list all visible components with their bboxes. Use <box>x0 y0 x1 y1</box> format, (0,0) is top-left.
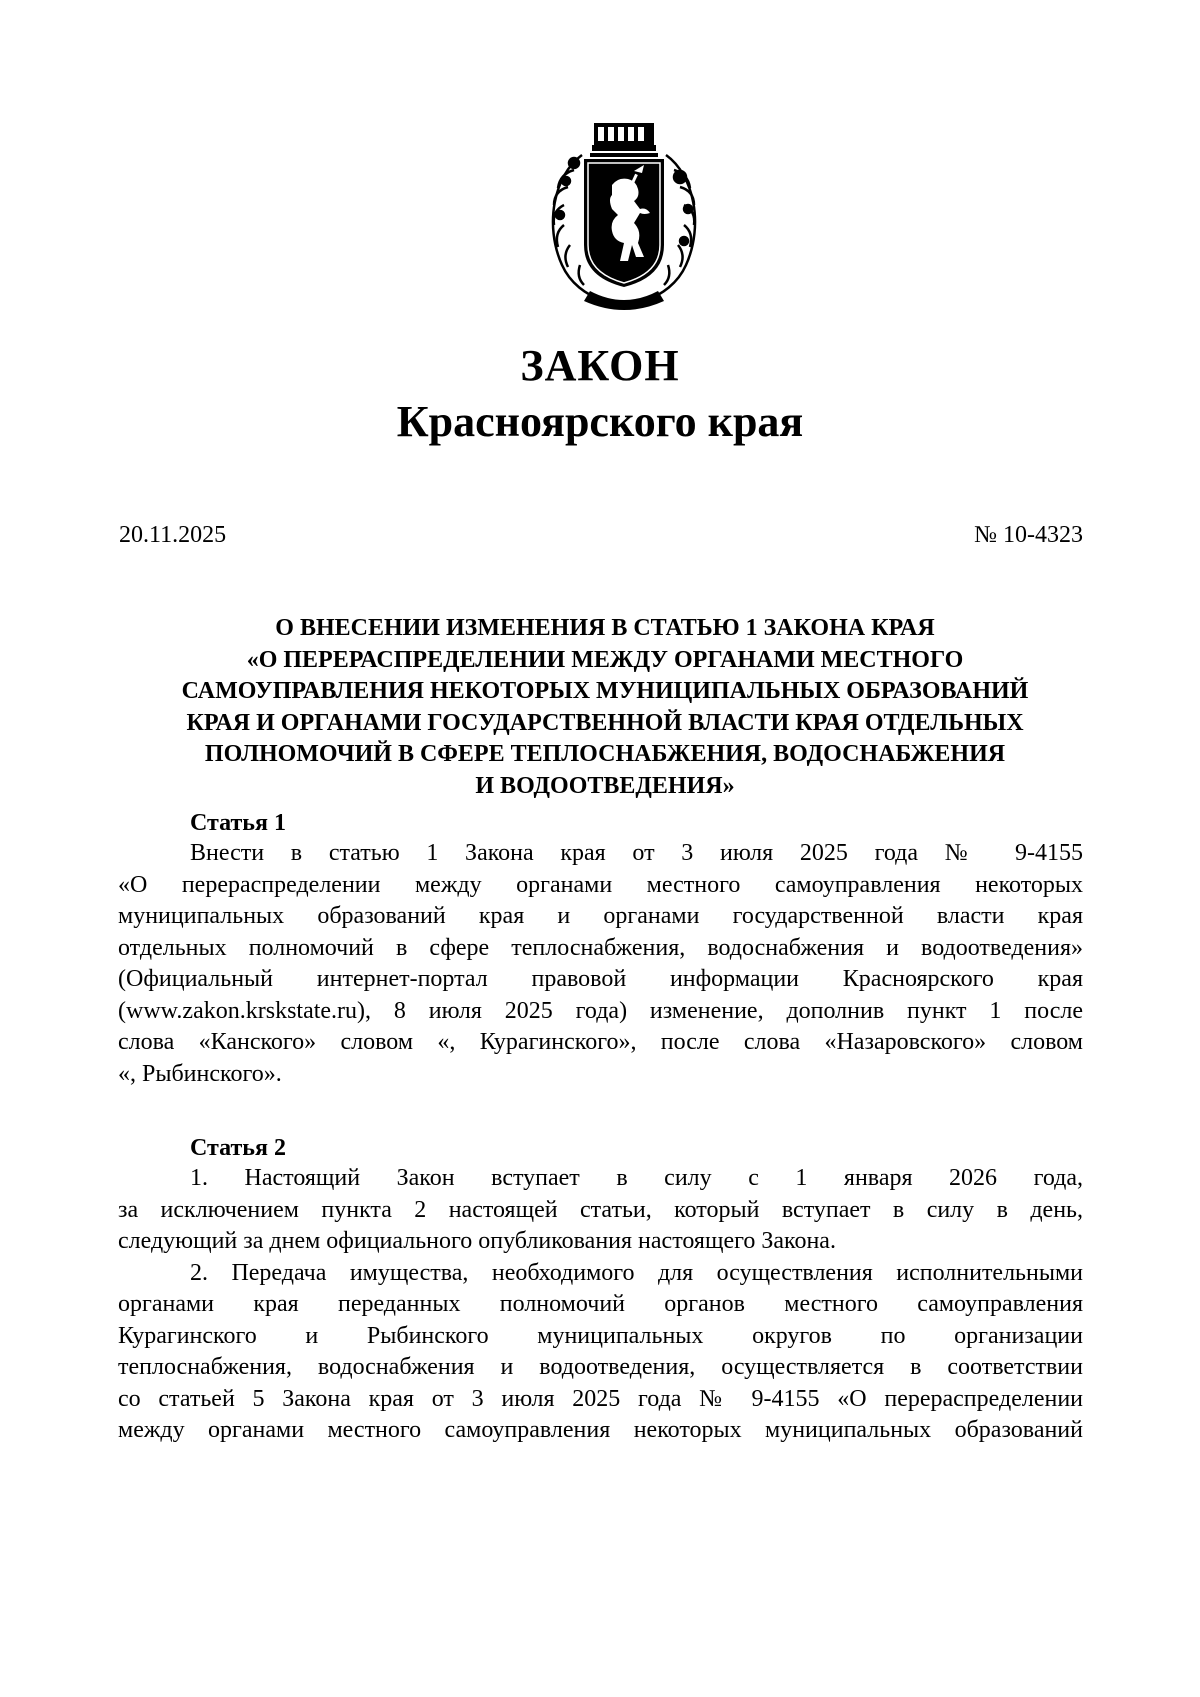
article-2-heading: Статья 2 <box>190 1135 286 1161</box>
ribbon-icon <box>584 291 664 310</box>
article-2-line: теплоснабжения, водоснабжения и водоотведения, осуществляется в соответствии <box>118 1354 1083 1380</box>
article-1-line: слова «Канского» словом «, Курагинского», после слова «Назаровского» словом <box>118 1029 1083 1055</box>
article-2-line: со статьей 5 Закона края от 3 июля 2025 года № 9-4155 «О перераспределении <box>118 1385 1083 1412</box>
article-1-line: Внести в статью 1 Закона края от 3 июля 2025 года № 9-4155 <box>190 840 1083 866</box>
law-title <box>110 613 1100 802</box>
article-1-line: муниципальных образований края и органами государственной власти края <box>118 903 1083 929</box>
article-2-line: между органами местного самоуправления некоторых муниципальных образований <box>118 1417 1083 1443</box>
document-subtitle: Красноярского края <box>396 397 804 446</box>
document-title: ЗАКОН <box>520 341 680 390</box>
law-title-line: САМОУПРАВЛЕНИЯ НЕКОТОРЫХ МУНИЦИПАЛЬНЫХ ОБРАЗОВАНИЙ <box>181 678 1029 704</box>
document-number: № 10-4323 <box>974 522 1083 548</box>
article-2-line: Курагинского и Рыбинского муниципальных округов по организации <box>118 1322 1083 1349</box>
article-1-line: (www.zakon.krskstate.ru), 8 июля 2025 года) изменение, дополнив пункт 1 после <box>118 997 1083 1024</box>
krasnoyarsk-coat-of-arms-icon <box>534 115 714 315</box>
document-date: 20.11.2025 <box>119 522 227 548</box>
article-1-heading: Статья 1 <box>190 810 286 836</box>
article-2-body <box>118 1163 1083 1447</box>
law-title-line: КРАЯ И ОРГАНАМИ ГОСУДАРСТВЕННОЙ ВЛАСТИ КРАЯ ОТДЕЛЬНЫХ <box>186 709 1024 736</box>
article-2-line: органами края переданных полномочий органов местного самоуправления <box>118 1291 1083 1317</box>
article-1-line: отдельных полномочий в сфере теплоснабжения, водоснабжения и водоотведения» <box>118 934 1083 961</box>
article-1-line: «О перераспределении между органами местного самоуправления некоторых <box>118 871 1083 898</box>
article-2-line: следующий за днем официального опубликования настоящего Закона. <box>118 1228 836 1254</box>
crown-icon <box>590 123 658 157</box>
law-title-line: ПОЛНОМОЧИЙ В СФЕРЕ ТЕПЛОСНАБЖЕНИЯ, ВОДОСНАБЖЕНИЯ <box>204 741 1006 767</box>
article-1-body <box>118 838 1083 1090</box>
article-2-line: 2. Передача имущества, необходимого для осуществления исполнительными <box>190 1259 1083 1286</box>
law-title-line: И ВОДООТВЕДЕНИЯ» <box>475 772 735 799</box>
article-2-line: за исключением пункта 2 настоящей статьи, который вступает в силу в день, <box>118 1196 1083 1223</box>
law-title-line: «О ПЕРЕРАСПРЕДЕЛЕНИИ МЕЖДУ ОРГАНАМИ МЕСТНОГО <box>246 646 964 673</box>
article-2-line: 1. Настоящий Закон вступает в силу с 1 января 2026 года, <box>190 1165 1083 1191</box>
article-1-line: «, Рыбинского». <box>118 1060 282 1087</box>
article-1-line: (Официальный интернет-портал правовой информации Красноярского края <box>118 966 1083 992</box>
law-title-line: О ВНЕСЕНИИ ИЗМЕНЕНИЯ В СТАТЬЮ 1 ЗАКОНА КРАЯ <box>275 615 935 641</box>
